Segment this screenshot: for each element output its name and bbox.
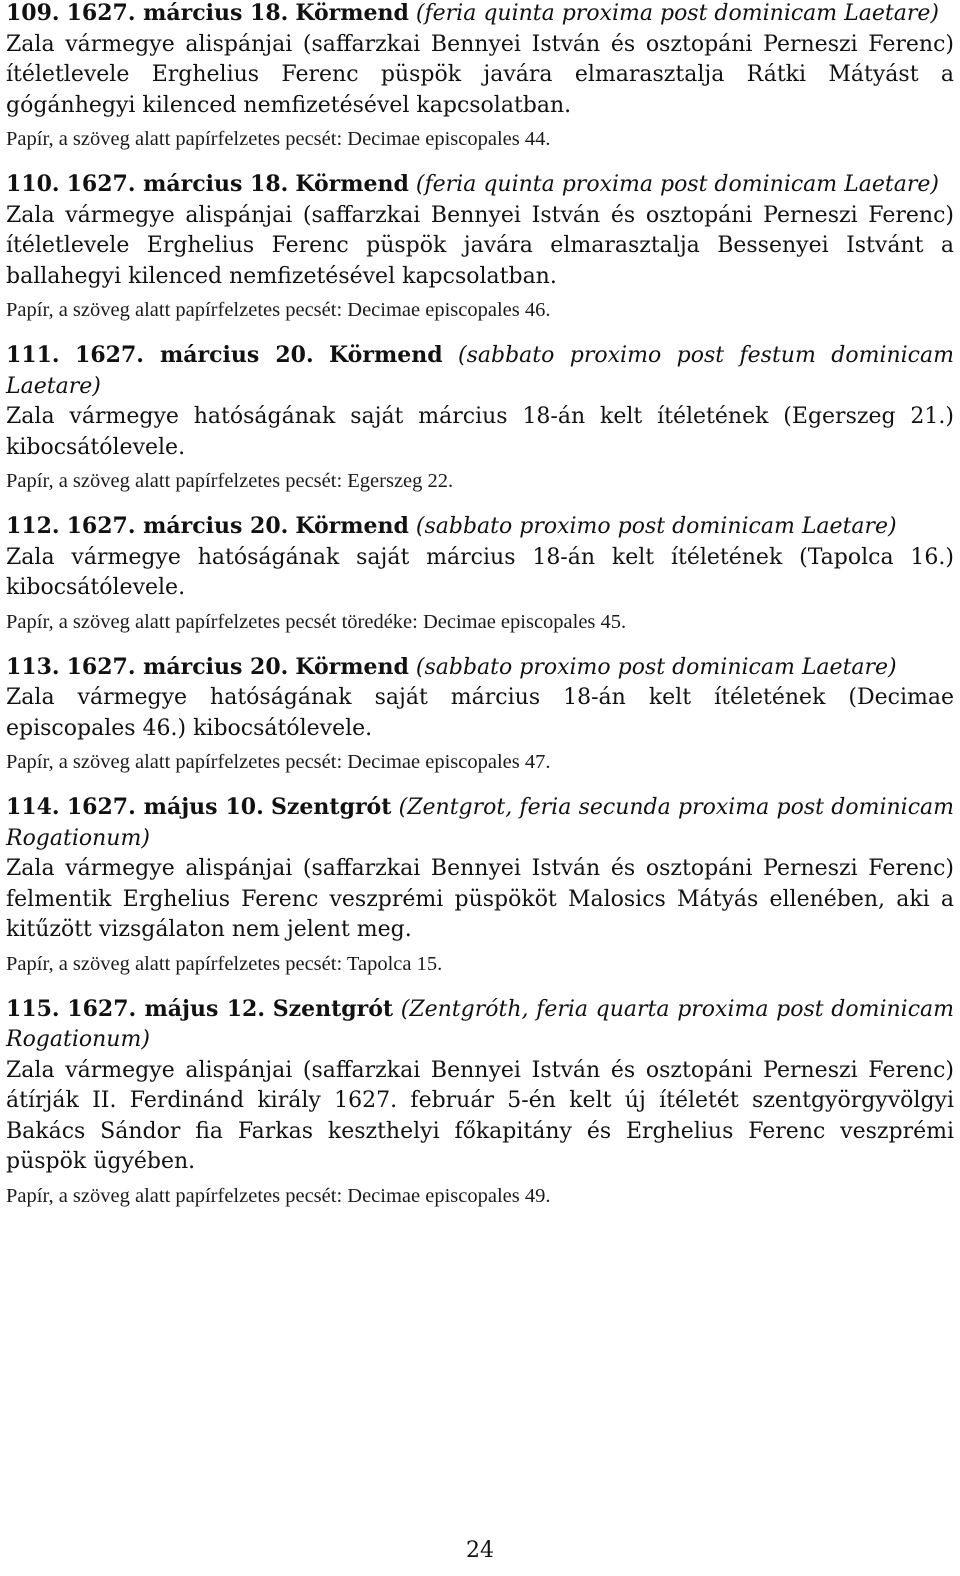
entry-heading xyxy=(6,652,954,684)
entry-note: Papír, a szöveg alatt papírfelzetes pecsét: Decimae episcopales 46. xyxy=(6,299,551,321)
entry-summary: Zala vármegye hatóságának saját március 18-án kelt ítéletének (Tapolca 16.) kibocsátólevele. xyxy=(6,544,954,600)
entry-number: 109. xyxy=(6,0,60,26)
entry-number: 112. xyxy=(6,513,60,539)
entry-summary: Zala vármegye alispánjai (saffarzkai Bennyei István és osztopáni Perneszi Ferenc) ítéletlevele Erghelius Ferenc püspök javára elmarasztalja Bessenyei Istvánt a ballahegyi kilenced nemfizetésével kapcsolatban. xyxy=(6,202,954,289)
entry-place: Szentgrót xyxy=(271,794,392,820)
entry-summary: Zala vármegye hatóságának saját március 18-án kelt ítéletének (Egerszeg 21.) kibocsátólevele. xyxy=(6,404,954,460)
entry-heading xyxy=(6,792,954,854)
entry-date: 1627. március 20. xyxy=(75,342,314,368)
entry-115 xyxy=(6,994,954,1209)
entry-place: Körmend xyxy=(295,171,409,197)
entry-latin-date: (feria quinta proxima post dominicam Laetare) xyxy=(415,1,939,26)
entry-summary: Zala vármegye hatóságának saját március 18-án kelt ítéletének (Decimae episcopales 46.) kibocsátólevele. xyxy=(6,685,954,741)
entry-number: 111. xyxy=(6,342,60,368)
entry-heading xyxy=(6,169,954,201)
entry-113 xyxy=(6,652,954,776)
entry-place: Körmend xyxy=(329,342,443,368)
entry-latin-date: (sabbato proximo post festum dominicam Laetare) xyxy=(6,343,954,399)
entry-heading xyxy=(6,994,954,1056)
document-page xyxy=(6,0,954,1209)
entry-date: 1627. március 18. xyxy=(66,171,289,197)
entry-latin-date: (sabbato proximo post dominicam Laetare) xyxy=(415,654,897,680)
entry-note: Papír, a szöveg alatt papírfelzetes pecsét töredéke: Decimae episcopales 45. xyxy=(6,610,627,633)
entry-heading xyxy=(6,340,954,402)
page-number: 24 xyxy=(466,1538,494,1563)
entry-heading xyxy=(6,0,954,30)
entry-place: Körmend xyxy=(295,653,409,680)
entry-place: Körmend xyxy=(295,513,409,539)
entry-latin-date: (Zentgróth, feria quarta proxima post dominicam Rogationum) xyxy=(6,996,955,1052)
entry-number: 115. xyxy=(6,995,60,1022)
entry-heading xyxy=(6,511,954,543)
entry-latin-date: (sabbato proximo post dominicam Laetare) xyxy=(415,514,897,539)
entry-latin-date: (feria quinta proxima post dominicam Laetare) xyxy=(415,172,939,197)
entry-summary: Zala vármegye alispánjai (saffarzkai Bennyei István és osztopáni Perneszi Ferenc) felmentik Erghelius Ferenc veszprémi püspököt Malosics Mátyás ellenében, aki a kitűzött vizsgálaton nem jelent meg. xyxy=(6,856,954,942)
entry-date: 1627. március 20. xyxy=(66,653,289,680)
entry-date: 1627. március 18. xyxy=(66,0,289,26)
entry-number: 110. xyxy=(6,171,60,197)
entry-number: 113. xyxy=(6,653,60,680)
entry-109 xyxy=(6,0,954,152)
entry-note: Papír, a szöveg alatt papírfelzetes pecsét: Decimae episcopales 49. xyxy=(6,1184,551,1207)
entry-114 xyxy=(6,792,954,977)
entry-date: 1627. május 12. xyxy=(67,995,266,1022)
entry-note: Papír, a szöveg alatt papírfelzetes pecsét: Tapolca 15. xyxy=(6,952,443,975)
entry-summary: Zala vármegye alispánjai (saffarzkai Bennyei István és osztopáni Perneszi Ferenc) átírják II. Ferdinánd király 1627. február 5-én kelt új ítéletét szentgyörgyvölgyi Bakács Sándor fia Farkas keszthelyi főkapitány és Erghelius Ferenc veszprémi püspök ügyében. xyxy=(6,1057,954,1174)
entry-number: 114. xyxy=(6,794,60,820)
entry-place: Körmend xyxy=(295,0,409,26)
entry-112 xyxy=(6,511,954,635)
entry-note: Papír, a szöveg alatt papírfelzetes pecsét: Decimae episcopales 47. xyxy=(6,751,551,773)
entry-note: Papír, a szöveg alatt papírfelzetes pecsét: Egerszeg 22. xyxy=(6,470,454,492)
entry-place: Szentgrót xyxy=(272,995,394,1022)
entry-note: Papír, a szöveg alatt papírfelzetes pecsét: Decimae episcopales 44. xyxy=(6,128,551,150)
entry-date: 1627. március 20. xyxy=(66,513,289,539)
entry-summary: Zala vármegye alispánjai (saffarzkai Bennyei István és osztopáni Perneszi Ferenc) ítéletlevele Erghelius Ferenc püspök javára elmarasztalja Rátki Mátyást a gógánhegyi kilenced nemfizetésével kapcsolatban. xyxy=(6,31,954,118)
entry-111 xyxy=(6,340,954,494)
entry-110 xyxy=(6,169,954,323)
entry-latin-date: (Zentgrot, feria secunda proxima post dominicam Rogationum) xyxy=(6,795,954,851)
entry-date: 1627. május 10. xyxy=(66,794,264,820)
